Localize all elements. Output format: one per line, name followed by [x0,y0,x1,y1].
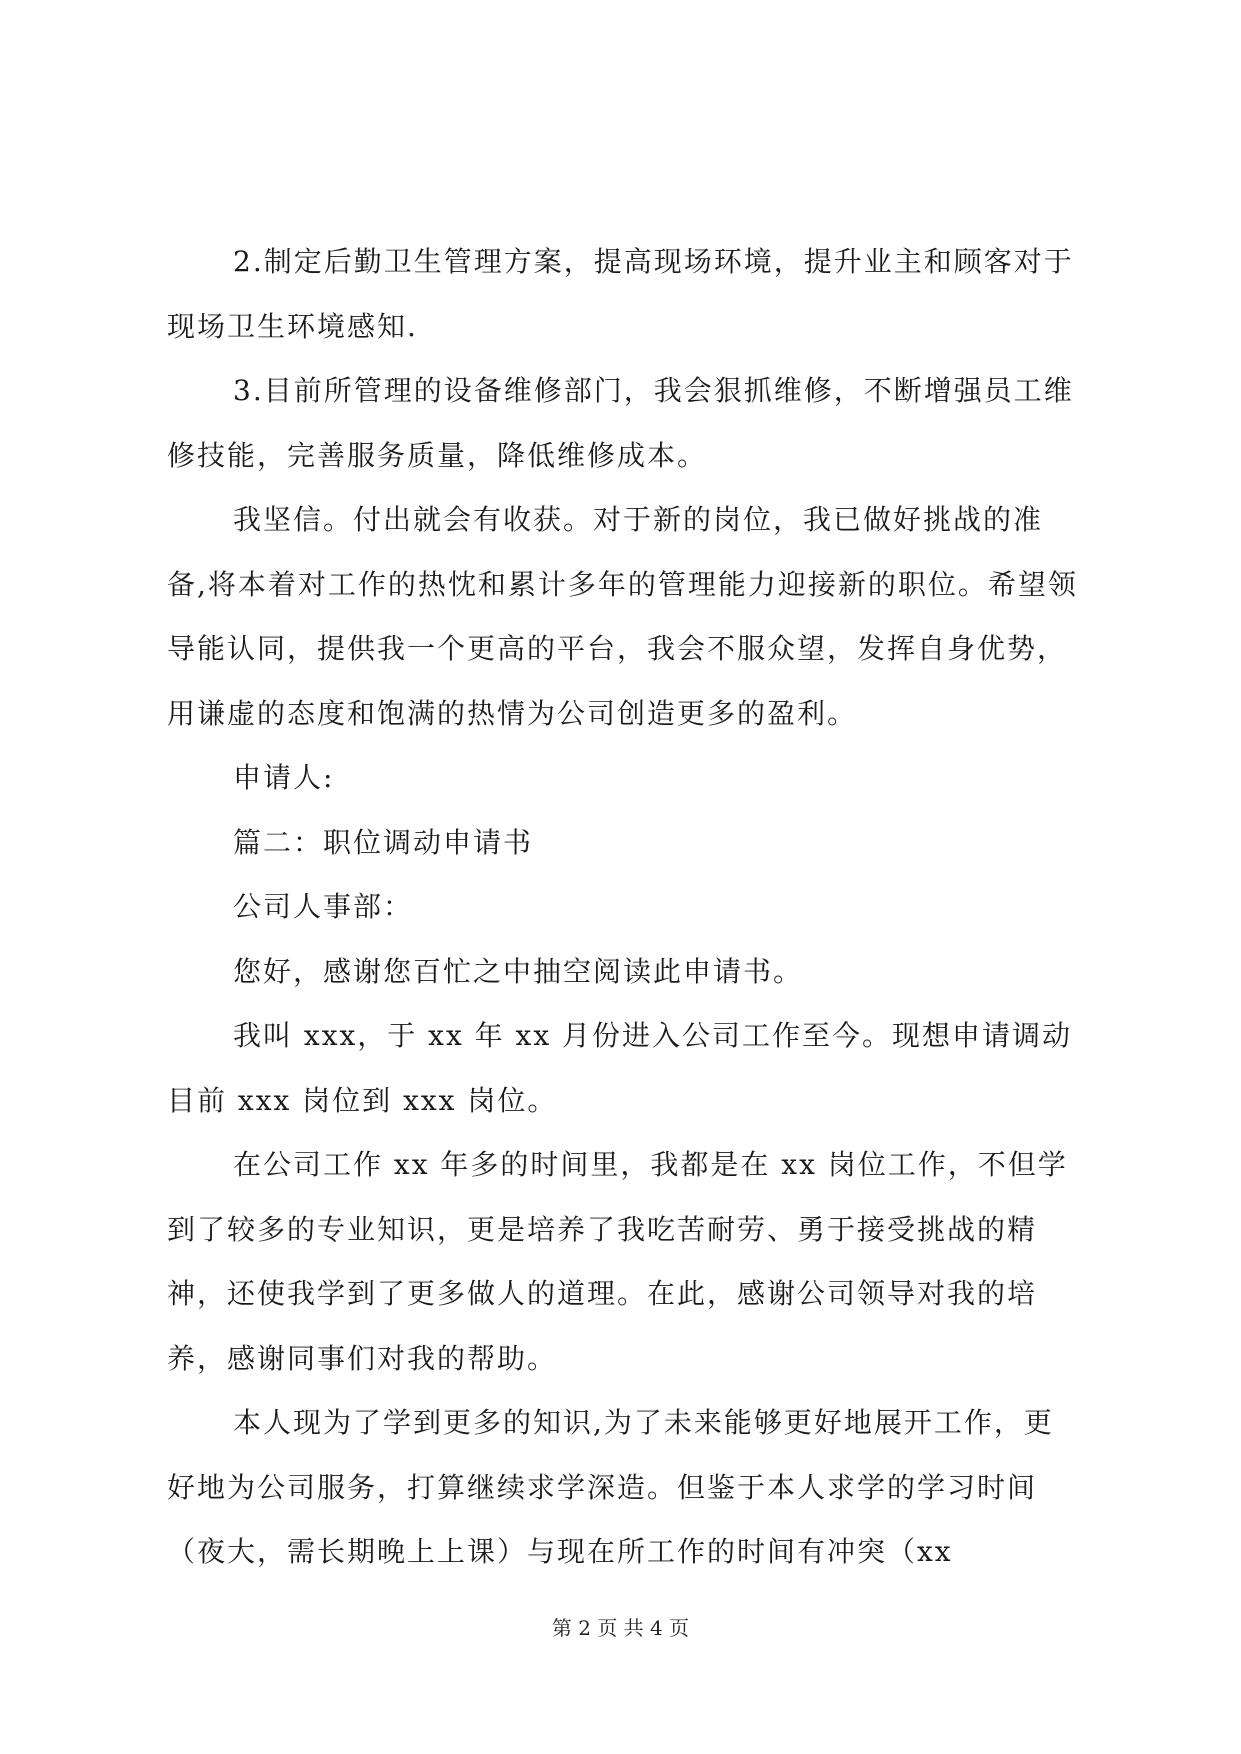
paragraph-maintenance-dept: 3.目前所管理的设备维修部门，我会狠抓维修，不断增强员工维修技能，完善服务质量，降低维修成本。 [167,374,1074,472]
paragraph-section-two-title: 篇二：职位调动申请书 [233,825,534,859]
page-footer [0,1612,1241,1641]
paragraph-work-history: 在公司工作 xx 年多的时间里，我都是在 xx 岗位工作，不但学到了较多的专业知识，更是培养了我吃苦耐劳、勇于接受挑战的精神，还使我学到了更多做人的道理。在此，感谢公司领导对我的培养，感谢同事们对我的帮助。 [167,1148,1068,1375]
paragraph-logistics-plan: 2.制定后勤卫生管理方案，提高现场环境，提升业主和顾客对于现场卫生环境感知. [167,245,1074,343]
paragraph-introduction: 我叫 xxx，于 xx 年 xx 月份进入公司工作至今。现想申请调动目前 xxx 岗位到 xxx 岗位。 [167,1019,1073,1117]
page-number-label: 第 2 页 共 4 页 [551,1616,690,1640]
document-body [167,230,1079,1585]
paragraph-applicant: 申请人: [233,761,335,794]
paragraph-belief: 我坚信。付出就会有收获。对于新的岗位，我已做好挑战的准备,将本着对工作的热忱和累计多年的管理能力迎接新的职位。希望领导能认同，提供我一个更高的平台，我会不服众望，发挥自身优势，用谦虚的态度和饱满的热情为公司创造更多的盈利。 [167,503,1078,730]
paragraph-salutation: 公司人事部： [233,890,414,923]
paragraph-study-reason: 本人现为了学到更多的知识,为了未来能够更好地展开工作，更好地为公司服务，打算继续求学深造。但鉴于本人求学的学习时间（夜大，需长期晚上上课）与现在所工作的时间有冲突（xx [167,1406,1054,1568]
paragraph-greeting: 您好，感谢您百忙之中抽空阅读此申请书。 [233,954,804,988]
